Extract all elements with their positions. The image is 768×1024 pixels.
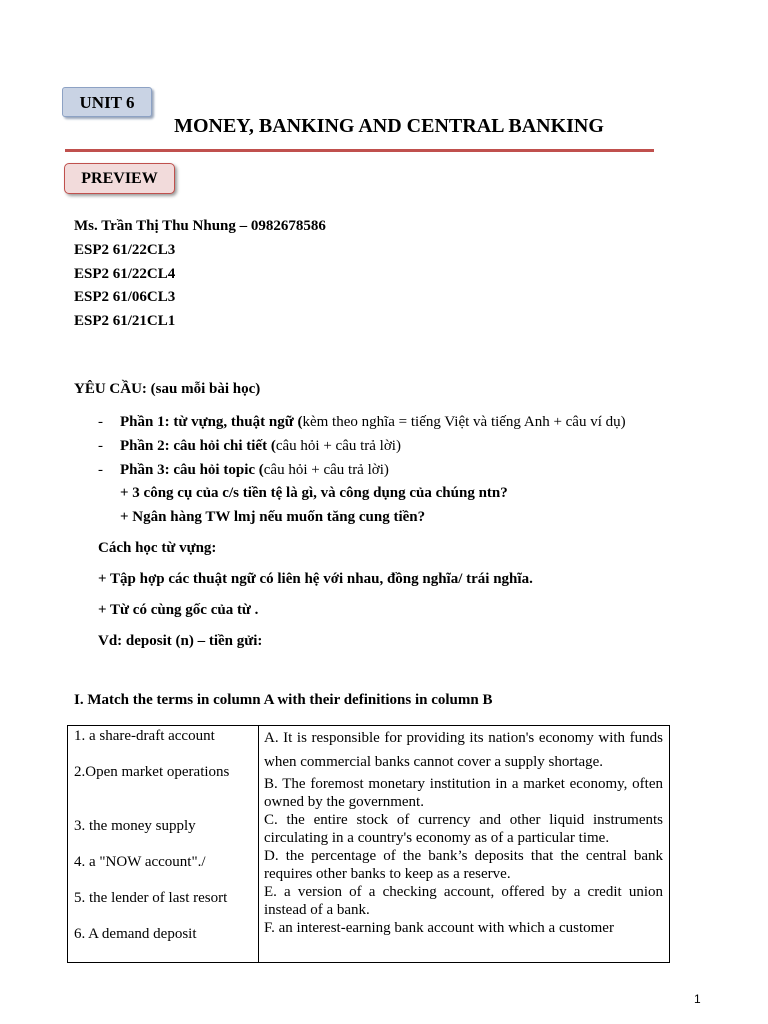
teacher-info xyxy=(74,215,326,334)
definition-item: C. the entire stock of currency and other liquid instruments circulating in a country's economy as of a particular time. xyxy=(264,812,663,846)
term-item: 4. a "NOW account"./ xyxy=(74,854,206,870)
preview-badge: PREVIEW xyxy=(64,163,175,194)
definition-item: E. a version of a checking account, offered by a credit union instead of a bank. xyxy=(264,884,663,918)
requirements-list xyxy=(98,411,626,482)
page-title: MONEY, BANKING AND CENTRAL BANKING xyxy=(174,115,604,137)
term-text: 2.Open market operations xyxy=(74,764,230,780)
requirement-label: Phần 3: câu hỏi topic ( xyxy=(120,461,264,478)
requirement-item xyxy=(98,459,626,483)
vocab-note: + Tập hợp các thuật ngữ có liên hệ với nhau, đồng nghĩa/ trái nghĩa. xyxy=(98,571,533,587)
requirement-detail: câu hỏi + câu trả lời) xyxy=(275,437,401,454)
bullet-dash: - xyxy=(98,461,103,478)
definition-item: F. an interest-earning bank account with which a customer xyxy=(264,920,614,936)
term-item: 3. the money supply xyxy=(74,818,196,834)
definition-item: D. the percentage of the bank’s deposits that the central bank requires other banks to keep as a reserve. xyxy=(264,848,663,882)
teacher-name: Ms. Trần Thị Thu Nhung – 0982678586 xyxy=(74,218,326,234)
column-a xyxy=(68,726,259,963)
requirement-label: Phần 1: từ vựng, thuật ngữ ( xyxy=(120,414,303,430)
term-item xyxy=(68,762,258,816)
topic-question: + Ngân hàng TW lmj nếu muốn tăng cung tiền? xyxy=(120,509,426,525)
column-b xyxy=(259,726,670,963)
requirement-detail: kèm theo nghĩa = tiếng Việt và tiếng Anh + câu ví dụ) xyxy=(302,414,626,430)
requirement-detail: câu hỏi + câu trả lời) xyxy=(263,461,389,478)
class-code: ESP2 61/06CL3 xyxy=(74,289,176,306)
vocab-example: Vd: deposit (n) – tiền gửi: xyxy=(98,633,263,649)
page-number: 1 xyxy=(694,992,701,1006)
requirements-heading: YÊU CẦU: (sau mỗi bài học) xyxy=(74,381,261,397)
definition-item: B. The foremost monetary institution in a market economy, often owned by the government. xyxy=(264,776,663,810)
bullet-dash: - xyxy=(98,414,103,430)
class-code: ESP2 61/22CL3 xyxy=(74,241,176,258)
vocab-note: + Từ có cùng gốc của từ . xyxy=(98,602,259,618)
title-divider xyxy=(65,149,654,152)
term-item: 1. a share-draft account xyxy=(74,728,215,744)
exercise-heading: I. Match the terms in column A with their definitions in column B xyxy=(74,692,493,708)
vocab-note-heading: Cách học từ vựng: xyxy=(98,540,217,556)
requirement-item xyxy=(98,411,626,435)
term-item: 6. A demand deposit xyxy=(74,926,197,942)
class-code: ESP2 61/22CL4 xyxy=(74,265,176,282)
term-item: 5. the lender of last resort xyxy=(74,890,228,906)
bullet-dash: - xyxy=(98,437,103,454)
unit-badge: UNIT 6 xyxy=(62,87,152,117)
matching-table xyxy=(67,725,670,963)
class-code: ESP2 61/21CL1 xyxy=(74,313,176,330)
definition-item: A. It is responsible for providing its nation's economy with funds when commercial banks cannot cover a supply shortage. xyxy=(264,730,663,770)
requirement-label: Phần 2: câu hỏi chi tiết ( xyxy=(120,437,276,454)
requirement-item xyxy=(98,435,626,459)
topic-question: + 3 công cụ của c/s tiền tệ là gì, và công dụng của chúng ntn? xyxy=(120,485,508,501)
